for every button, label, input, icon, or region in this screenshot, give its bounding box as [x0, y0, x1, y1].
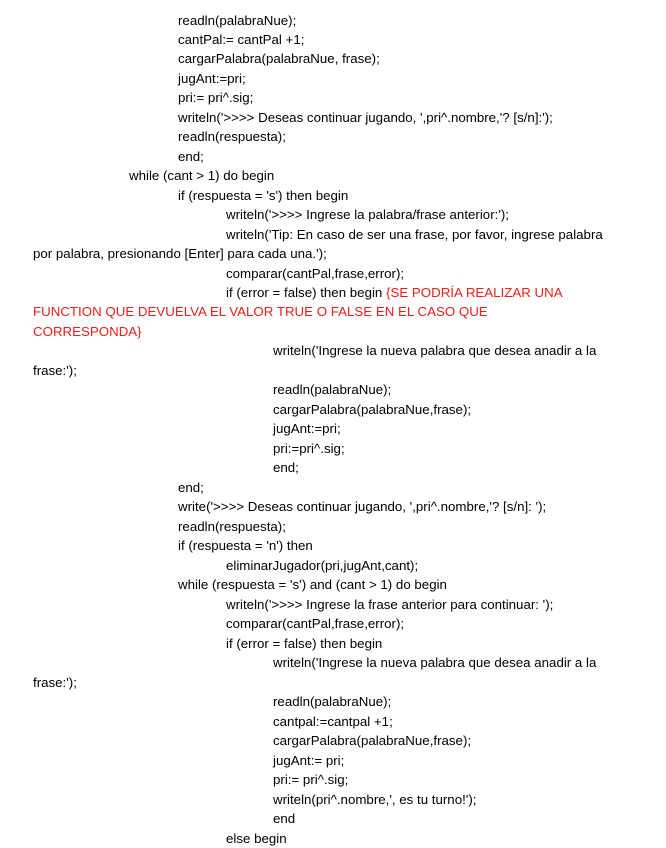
- code-text: end;: [273, 460, 299, 475]
- code-line: [273, 400, 471, 419]
- code-line: [273, 653, 596, 672]
- code-line: [273, 809, 295, 828]
- code-line: [273, 458, 299, 477]
- code-text: cargarPalabra(palabraNue, frase);: [178, 51, 380, 66]
- code-line: [226, 283, 563, 302]
- code-line: [178, 127, 286, 146]
- code-text: cargarPalabra(palabraNue,frase);: [273, 402, 472, 417]
- code-text: readln(respuesta);: [178, 519, 286, 534]
- code-text: end;: [178, 149, 204, 164]
- code-text: comparar(cantPal,frase,error);: [226, 616, 405, 631]
- code-line: [226, 595, 553, 614]
- code-text: pri:=pri^.sig;: [273, 441, 345, 456]
- code-line: [273, 380, 391, 399]
- code-text: if (error = false) then begin: [226, 636, 383, 651]
- code-line: [129, 166, 274, 185]
- code-comment: FUNCTION QUE DEVUELVA EL VALOR TRUE O FALSE EN EL CASO QUE: [33, 304, 488, 319]
- code-line: [273, 419, 341, 438]
- code-line: [178, 517, 286, 536]
- code-line: [226, 225, 603, 244]
- code-text: jugAnt:=pri;: [273, 421, 341, 436]
- code-text: eliminarJugador(pri,jugAnt,cant);: [226, 558, 419, 573]
- code-text: cantpal:=cantpal +1;: [273, 714, 393, 729]
- code-text: cantPal:= cantPal +1;: [178, 32, 305, 47]
- code-line: [178, 186, 348, 205]
- code-line: [226, 264, 404, 283]
- code-text: else begin: [226, 831, 287, 846]
- code-text: if (respuesta = 's') then begin: [178, 188, 349, 203]
- code-text: end;: [178, 480, 204, 495]
- code-line: [178, 147, 204, 166]
- code-text: cargarPalabra(palabraNue,frase);: [273, 733, 472, 748]
- code-text: readln(palabraNue);: [178, 13, 297, 28]
- code-text: pri:= pri^.sig;: [273, 772, 349, 787]
- code-comment: {SE PODRÍA REALIZAR UNA: [386, 285, 563, 300]
- code-line: [178, 11, 296, 30]
- code-text: write('>>>> Deseas continuar jugando, ',pri^.nombre,'? [s/n]: ');: [178, 499, 547, 514]
- code-text: comparar(cantPal,frase,error);: [226, 266, 405, 281]
- code-line: [273, 439, 345, 458]
- code-comment: CORRESPONDA}: [33, 324, 142, 339]
- code-line: [273, 751, 344, 770]
- code-line: [273, 712, 393, 731]
- code-line: [226, 829, 287, 848]
- code-line: [178, 49, 380, 68]
- code-text: if (error = false) then begin: [226, 285, 387, 300]
- code-line: [273, 692, 391, 711]
- code-line: [226, 205, 509, 224]
- code-text: while (respuesta = 's') and (cant > 1) do begin: [178, 577, 447, 592]
- code-line: [178, 108, 553, 127]
- code-text: por palabra, presionando [Enter] para cada una.');: [33, 246, 327, 261]
- code-line: [178, 69, 246, 88]
- code-line: [178, 575, 447, 594]
- code-text: jugAnt:=pri;: [178, 71, 246, 86]
- code-text: writeln(pri^.nombre,', es tu turno!');: [273, 792, 477, 807]
- code-line: [33, 244, 327, 263]
- code-line: [178, 478, 204, 497]
- code-text: frase:');: [33, 363, 77, 378]
- code-text: writeln('Tip: En caso de ser una frase, por favor, ingrese palabra: [226, 227, 603, 242]
- code-text: writeln('>>>> Deseas continuar jugando, ',pri^.nombre,'? [s/n]:');: [178, 110, 553, 125]
- code-line: [33, 361, 77, 380]
- code-text: writeln('>>>> Ingrese la frase anterior para continuar: ');: [226, 597, 554, 612]
- code-line: [178, 30, 304, 49]
- code-line: [33, 673, 77, 692]
- code-line: [33, 302, 488, 321]
- code-line: [226, 614, 404, 633]
- code-text: end: [273, 811, 296, 826]
- code-text: if (respuesta = 'n') then: [178, 538, 313, 553]
- code-text: frase:');: [33, 675, 77, 690]
- code-text: writeln('Ingrese la nueva palabra que desea anadir a la: [273, 343, 597, 358]
- code-line: [226, 556, 418, 575]
- code-text: readln(palabraNue);: [273, 694, 392, 709]
- code-line: [226, 634, 382, 653]
- code-line: [273, 731, 471, 750]
- code-text: readln(respuesta);: [178, 129, 286, 144]
- code-line: [178, 88, 253, 107]
- code-text: readln(palabraNue);: [273, 382, 392, 397]
- code-line: [273, 341, 596, 360]
- code-text: jugAnt:= pri;: [273, 753, 345, 768]
- code-line: [273, 770, 348, 789]
- code-text: writeln('Ingrese la nueva palabra que desea anadir a la: [273, 655, 597, 670]
- code-line: [178, 497, 546, 516]
- code-text: while (cant > 1) do begin: [129, 168, 275, 183]
- code-text: pri:= pri^.sig;: [178, 90, 254, 105]
- code-line: [273, 790, 476, 809]
- code-line: [33, 322, 142, 341]
- code-text: writeln('>>>> Ingrese la palabra/frase anterior:');: [226, 207, 509, 222]
- code-line: [178, 536, 313, 555]
